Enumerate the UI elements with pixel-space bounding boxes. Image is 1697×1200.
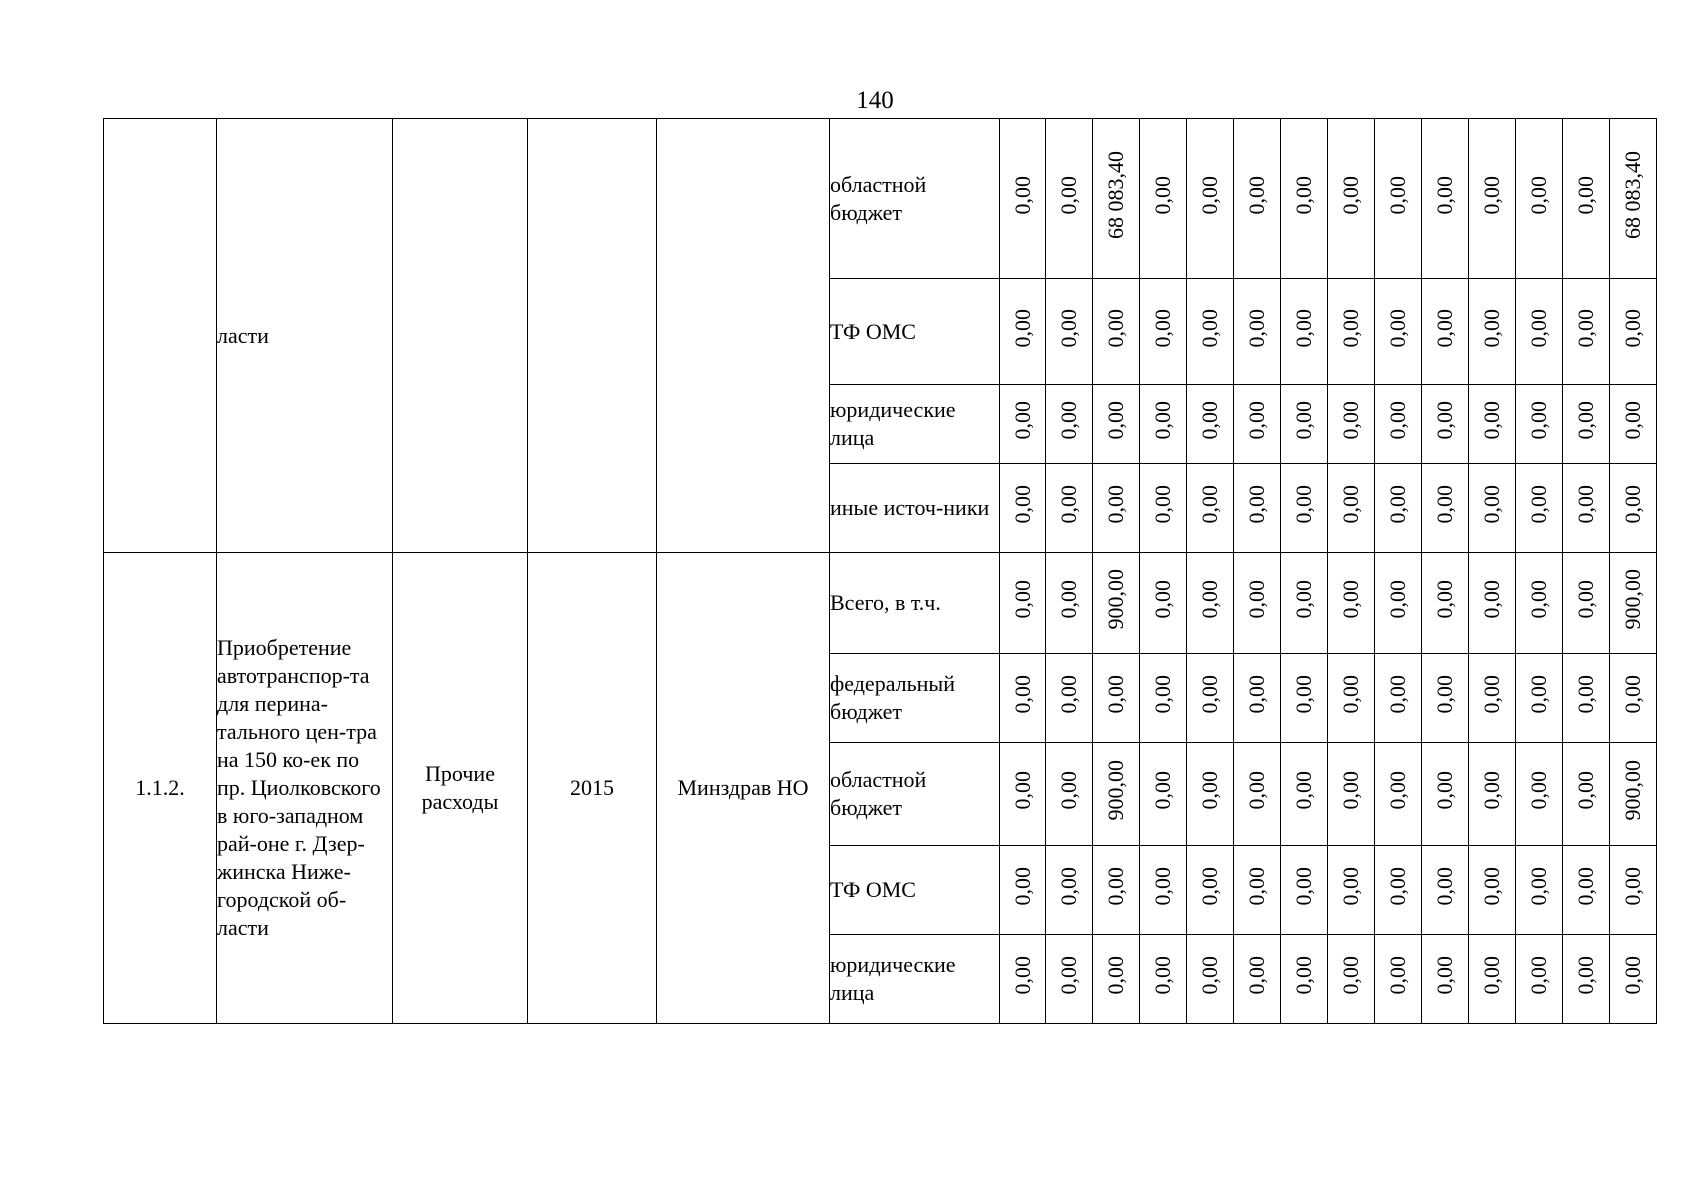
value-cell: 0,00 <box>1375 846 1422 935</box>
value-cell: 0,00 <box>1563 464 1610 553</box>
value-cell: 0,00 <box>1093 654 1140 743</box>
value-cell: 0,00 <box>1469 846 1516 935</box>
value-cell: 0,00 <box>1516 743 1563 846</box>
value-cell: 0,00 <box>1563 553 1610 654</box>
value-cell: 0,00 <box>1469 935 1516 1024</box>
value-cell: 0,00 <box>1563 279 1610 385</box>
value-cell: 0,00 <box>1093 935 1140 1024</box>
value-cell: 0,00 <box>1140 279 1187 385</box>
value-cell: 0,00 <box>1610 846 1657 935</box>
value-cell: 0,00 <box>1281 464 1328 553</box>
funding-source: федеральный бюджет <box>830 654 1000 743</box>
value-cell: 900,00 <box>1610 553 1657 654</box>
value-cell: 0,00 <box>1563 743 1610 846</box>
value-cell: 0,00 <box>1422 846 1469 935</box>
value-cell: 0,00 <box>1000 846 1046 935</box>
finance-table <box>103 118 1657 1024</box>
value-cell: 0,00 <box>1140 743 1187 846</box>
value-cell: 0,00 <box>1610 385 1657 464</box>
value-cell: 0,00 <box>1046 743 1093 846</box>
year: 2015 <box>528 553 657 1024</box>
value-cell: 0,00 <box>1328 464 1375 553</box>
value-cell: 0,00 <box>1563 654 1610 743</box>
value-cell: 0,00 <box>1234 119 1281 279</box>
value-cell: 0,00 <box>1187 935 1234 1024</box>
funding-source: областной бюджет <box>830 743 1000 846</box>
value-cell: 0,00 <box>1610 935 1657 1024</box>
value-cell: 0,00 <box>1375 935 1422 1024</box>
value-cell: 0,00 <box>1328 553 1375 654</box>
value-cell: 0,00 <box>1563 935 1610 1024</box>
funding-source: ТФ ОМС <box>830 279 1000 385</box>
value-cell: 0,00 <box>1281 279 1328 385</box>
value-cell: 0,00 <box>1375 464 1422 553</box>
value-cell: 0,00 <box>1140 654 1187 743</box>
value-cell: 0,00 <box>1234 464 1281 553</box>
value-cell: 0,00 <box>1375 743 1422 846</box>
expense-type <box>393 119 528 553</box>
value-cell: 0,00 <box>1234 553 1281 654</box>
value-cell: 0,00 <box>1281 743 1328 846</box>
value-cell: 0,00 <box>1516 846 1563 935</box>
funding-source: иные источ-ники <box>830 464 1000 553</box>
value-cell: 0,00 <box>1000 935 1046 1024</box>
value-cell: 0,00 <box>1000 743 1046 846</box>
value-cell: 0,00 <box>1000 654 1046 743</box>
value-cell: 0,00 <box>1422 119 1469 279</box>
value-cell: 0,00 <box>1422 743 1469 846</box>
value-cell: 0,00 <box>1187 846 1234 935</box>
value-cell: 68 083,40 <box>1093 119 1140 279</box>
value-cell: 0,00 <box>1469 464 1516 553</box>
executor <box>657 119 830 553</box>
value-cell: 0,00 <box>1140 553 1187 654</box>
value-cell: 0,00 <box>1281 654 1328 743</box>
value-cell: 0,00 <box>1610 279 1657 385</box>
value-cell: 0,00 <box>1328 654 1375 743</box>
value-cell: 0,00 <box>1375 654 1422 743</box>
value-cell: 0,00 <box>1187 119 1234 279</box>
value-cell: 0,00 <box>1422 464 1469 553</box>
value-cell: 900,00 <box>1093 553 1140 654</box>
funding-source: юридические лица <box>830 935 1000 1024</box>
value-cell: 0,00 <box>1422 385 1469 464</box>
funding-source: юридические лица <box>830 385 1000 464</box>
value-cell: 0,00 <box>1046 553 1093 654</box>
funding-source: областной бюджет <box>830 119 1000 279</box>
item-name: ласти <box>217 119 393 553</box>
value-cell: 0,00 <box>1281 553 1328 654</box>
value-cell: 0,00 <box>1093 385 1140 464</box>
value-cell: 0,00 <box>1093 464 1140 553</box>
value-cell: 0,00 <box>1469 654 1516 743</box>
value-cell: 0,00 <box>1234 654 1281 743</box>
value-cell: 0,00 <box>1000 119 1046 279</box>
value-cell: 0,00 <box>1516 279 1563 385</box>
value-cell: 0,00 <box>1234 935 1281 1024</box>
value-cell: 0,00 <box>1000 464 1046 553</box>
item-name: Приобретение автотранспор-та для перина-тального цен-тра на 150 ко-ек по пр. Циолковского в юго-западном рай-оне г. Дзер-жинска Ниже-городской об-ласти <box>217 553 393 1024</box>
value-cell: 0,00 <box>1422 935 1469 1024</box>
table-row <box>104 119 1657 279</box>
value-cell: 0,00 <box>1046 279 1093 385</box>
value-cell: 0,00 <box>1516 119 1563 279</box>
page-number: 140 <box>856 87 894 114</box>
value-cell: 0,00 <box>1000 553 1046 654</box>
value-cell: 0,00 <box>1046 119 1093 279</box>
value-cell: 0,00 <box>1422 654 1469 743</box>
value-cell: 0,00 <box>1234 279 1281 385</box>
value-cell: 0,00 <box>1516 464 1563 553</box>
value-cell: 0,00 <box>1187 464 1234 553</box>
value-cell: 0,00 <box>1328 279 1375 385</box>
item-number: 1.1.2. <box>104 553 217 1024</box>
value-cell: 0,00 <box>1328 119 1375 279</box>
value-cell: 0,00 <box>1516 935 1563 1024</box>
value-cell: 0,00 <box>1375 279 1422 385</box>
value-cell: 0,00 <box>1516 553 1563 654</box>
value-cell: 0,00 <box>1375 385 1422 464</box>
value-cell: 0,00 <box>1469 553 1516 654</box>
year <box>528 119 657 553</box>
value-cell: 0,00 <box>1234 743 1281 846</box>
value-cell: 0,00 <box>1610 464 1657 553</box>
value-cell: 0,00 <box>1187 385 1234 464</box>
value-cell: 0,00 <box>1375 553 1422 654</box>
value-cell: 0,00 <box>1328 385 1375 464</box>
value-cell: 0,00 <box>1093 846 1140 935</box>
value-cell: 0,00 <box>1187 279 1234 385</box>
value-cell: 0,00 <box>1046 385 1093 464</box>
executor: Минздрав НО <box>657 553 830 1024</box>
value-cell: 0,00 <box>1469 385 1516 464</box>
value-cell: 0,00 <box>1140 385 1187 464</box>
value-cell: 0,00 <box>1046 654 1093 743</box>
funding-source: ТФ ОМС <box>830 846 1000 935</box>
value-cell: 900,00 <box>1610 743 1657 846</box>
value-cell: 900,00 <box>1093 743 1140 846</box>
value-cell: 0,00 <box>1422 279 1469 385</box>
value-cell: 0,00 <box>1281 119 1328 279</box>
value-cell: 0,00 <box>1234 846 1281 935</box>
value-cell: 0,00 <box>1093 279 1140 385</box>
value-cell: 0,00 <box>1140 119 1187 279</box>
value-cell: 0,00 <box>1281 385 1328 464</box>
expense-type: Прочие расходы <box>393 553 528 1024</box>
value-cell: 0,00 <box>1000 279 1046 385</box>
value-cell: 0,00 <box>1610 654 1657 743</box>
value-cell: 0,00 <box>1187 553 1234 654</box>
value-cell: 0,00 <box>1140 464 1187 553</box>
value-cell: 0,00 <box>1328 935 1375 1024</box>
value-cell: 0,00 <box>1469 279 1516 385</box>
value-cell: 0,00 <box>1328 846 1375 935</box>
table-row <box>104 553 1657 654</box>
value-cell: 0,00 <box>1422 553 1469 654</box>
item-number <box>104 119 217 553</box>
value-cell: 0,00 <box>1281 846 1328 935</box>
value-cell: 0,00 <box>1375 119 1422 279</box>
value-cell: 0,00 <box>1516 385 1563 464</box>
value-cell: 0,00 <box>1516 654 1563 743</box>
value-cell: 0,00 <box>1046 464 1093 553</box>
value-cell: 0,00 <box>1187 743 1234 846</box>
value-cell: 0,00 <box>1563 119 1610 279</box>
value-cell: 0,00 <box>1046 846 1093 935</box>
value-cell: 0,00 <box>1140 935 1187 1024</box>
value-cell: 0,00 <box>1187 654 1234 743</box>
value-cell: 0,00 <box>1563 385 1610 464</box>
value-cell: 0,00 <box>1469 119 1516 279</box>
value-cell: 0,00 <box>1563 846 1610 935</box>
funding-source: Всего, в т.ч. <box>830 553 1000 654</box>
value-cell: 68 083,40 <box>1610 119 1657 279</box>
value-cell: 0,00 <box>1046 935 1093 1024</box>
value-cell: 0,00 <box>1281 935 1328 1024</box>
value-cell: 0,00 <box>1000 385 1046 464</box>
value-cell: 0,00 <box>1469 743 1516 846</box>
value-cell: 0,00 <box>1140 846 1187 935</box>
value-cell: 0,00 <box>1328 743 1375 846</box>
value-cell: 0,00 <box>1234 385 1281 464</box>
